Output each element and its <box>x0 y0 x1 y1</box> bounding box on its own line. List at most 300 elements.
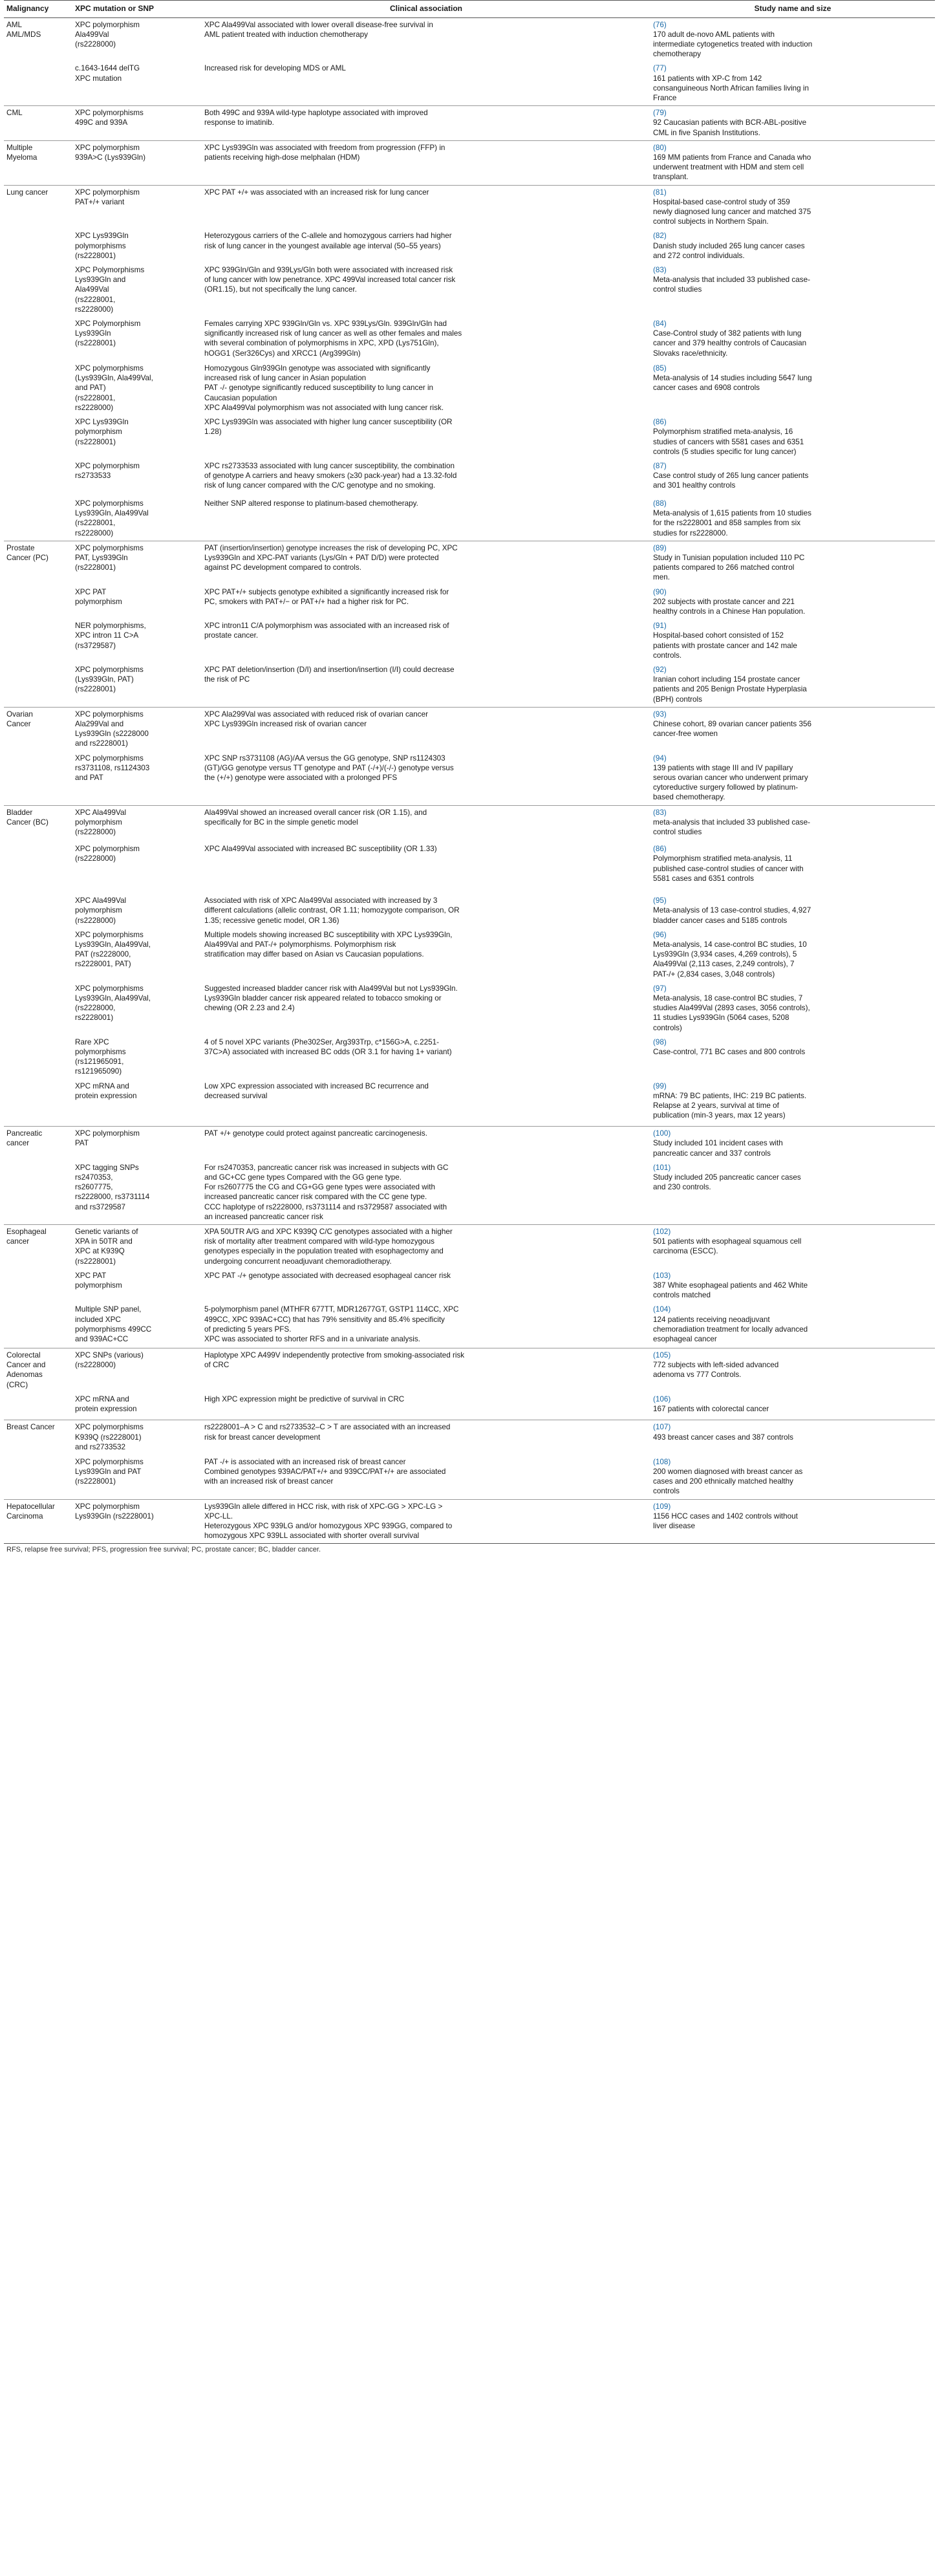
snp-cell <box>72 362 202 415</box>
association-line: rs2228001–A > C and rs2733532–C > T are associated with an increased <box>204 1423 451 1432</box>
reference-link[interactable]: (99) <box>653 1081 667 1090</box>
snp-cell <box>72 585 202 620</box>
snp-line: Lys939Gln (rs2228001) <box>75 1511 154 1521</box>
association-line: prostate cancer. <box>204 631 259 640</box>
association-line: XPA 50UTR A/G and XPC K939Q C/C genotypes associated with a higher <box>204 1228 453 1237</box>
table-row <box>4 982 935 1035</box>
reference-link[interactable]: (81) <box>653 188 667 197</box>
snp-cell <box>72 106 202 141</box>
snp-line: PAT, Lys939Gln <box>75 553 128 562</box>
malignancy-line: CML <box>6 109 23 118</box>
association-line: chewing (OR 2.23 and 2.4) <box>204 1004 295 1013</box>
study-cell <box>650 752 935 806</box>
snp-line: XPC polymorphism <box>75 20 140 29</box>
snp-cell <box>72 982 202 1035</box>
snp-line: XPC polymorphism <box>75 1129 140 1138</box>
study-cell <box>650 1161 935 1225</box>
association-line: with an increased risk of breast cancer <box>204 1477 334 1486</box>
snp-line: (rs2228000) <box>75 828 116 836</box>
association-cell <box>202 928 650 982</box>
study-line: Meta-analysis, 14 case-control BC studies, 10 <box>653 940 807 949</box>
study-cell <box>650 459 935 497</box>
table-row <box>4 1420 935 1455</box>
study-line: 1156 HCC cases and 1402 controls without <box>653 1511 798 1521</box>
association-line: stratification may differ based on Asian vs Caucasian populations. <box>204 950 424 959</box>
study-line: controls (5 studies specific for lung cancer) <box>653 447 797 456</box>
association-line: XPC PAT+/+ subjects genotype exhibited a significantly increased risk for <box>204 587 449 596</box>
table-row <box>4 17 935 61</box>
snp-cell <box>72 1348 202 1392</box>
table-row <box>4 1303 935 1348</box>
snp-line: XPC polymorphisms <box>75 1423 144 1432</box>
study-cell <box>650 61 935 105</box>
snp-line: XPC polymorphisms <box>75 1457 144 1466</box>
study-line: cancer and 379 healthy controls of Caucasian <box>653 339 807 348</box>
reference-link[interactable]: (93) <box>653 709 667 719</box>
study-line: Danish study included 265 lung cancer cases <box>653 241 805 250</box>
malignancy-line: Esophageal <box>6 1228 47 1237</box>
study-line: Meta-analysis, 18 case-control BC studies, 7 <box>653 993 803 1002</box>
snp-cell <box>72 61 202 105</box>
malignancy-cell <box>4 459 72 497</box>
snp-line: rs2228000) <box>75 305 114 314</box>
association-line: Suggested increased bladder cancer risk with Ala499Val but not Lys939Gln. <box>204 984 458 993</box>
association-cell <box>202 663 650 707</box>
association-line: homozygous XPC 939LL associated with shorter overall survival <box>204 1532 420 1541</box>
table-body <box>4 17 935 1543</box>
association-line: XPC rs2733533 associated with lung cancer susceptibility, the combination <box>204 461 455 470</box>
association-line: 37C>A) associated with increased BC odds (OR 3.1 for having 1+ variant) <box>204 1047 452 1056</box>
study-line: Ala499Val (2,113 cases, 2,249 controls), 7 <box>653 960 795 969</box>
reference-link[interactable]: (108) <box>653 1457 671 1466</box>
reference-link[interactable]: (95) <box>653 896 667 905</box>
reference-link[interactable]: (83) <box>653 266 667 275</box>
reference-link[interactable]: (80) <box>653 143 667 152</box>
malignancy-cell <box>4 663 72 707</box>
study-line: Meta-analysis of 14 studies including 5647 lung <box>653 374 812 383</box>
reference-link[interactable]: (104) <box>653 1305 671 1314</box>
study-line: transplant. <box>653 173 689 182</box>
study-line: controls) <box>653 1023 682 1032</box>
reference-link[interactable]: (101) <box>653 1163 671 1172</box>
association-cell <box>202 1455 650 1499</box>
reference-link[interactable]: (77) <box>653 64 667 73</box>
association-cell <box>202 1127 650 1161</box>
reference-link[interactable]: (76) <box>653 20 667 29</box>
reference-link[interactable]: (100) <box>653 1129 671 1138</box>
reference-link[interactable]: (79) <box>653 109 667 118</box>
study-line: and 230 controls. <box>653 1183 711 1192</box>
association-cell <box>202 1269 650 1303</box>
study-line: cancer cases and 6908 controls <box>653 384 760 393</box>
table-row <box>4 842 935 894</box>
malignancy-cell <box>4 1455 72 1499</box>
snp-line: (rs2228001) <box>75 1257 116 1266</box>
association-cell <box>202 982 650 1035</box>
association-line: 499CC, XPC 939AC+CC) that has 79% sensitivity and 85.4% specificity <box>204 1315 445 1324</box>
snp-cell <box>72 317 202 362</box>
snp-line: (rs121965091, <box>75 1057 124 1066</box>
association-line: Females carrying XPC 939Gln/Gln vs. XPC 939Lys/Gln. 939Gln/Gln had <box>204 319 447 329</box>
study-line: 139 patients with stage III and IV papillary <box>653 763 793 772</box>
association-cell <box>202 459 650 497</box>
reference-link[interactable]: (107) <box>653 1423 671 1432</box>
malignancy-cell <box>4 1161 72 1225</box>
snp-cell <box>72 1420 202 1455</box>
malignancy-cell <box>4 61 72 105</box>
study-line: France <box>653 94 677 103</box>
snp-cell <box>72 541 202 585</box>
reference-link[interactable]: (109) <box>653 1502 671 1511</box>
snp-cell <box>72 229 202 263</box>
study-line: chemoradiation treatment for locally advanced <box>653 1325 808 1334</box>
reference-link[interactable]: (84) <box>653 319 667 329</box>
snp-line: XPC polymorphisms <box>75 709 144 719</box>
study-line: Case-control, 771 BC cases and 800 controls <box>653 1047 806 1056</box>
reference-link[interactable]: (98) <box>653 1037 667 1046</box>
study-cell <box>650 362 935 415</box>
malignancy-cell <box>4 541 72 585</box>
study-line: cancer-free women <box>653 730 718 739</box>
snp-line: XPC mutation <box>75 74 122 83</box>
reference-link[interactable]: (86) <box>653 418 667 427</box>
footnote: RFS, relapse free survival; PFS, progression free survival; PC, prostate cancer; BC, bladder cancer. <box>6 1546 321 1554</box>
association-line: XPC PAT deletion/insertion (D/I) and insertion/insertion (I/I) could decrease <box>204 665 455 674</box>
snp-line: and rs3729587 <box>75 1202 125 1211</box>
study-line: 387 White esophageal patients and 462 White <box>653 1281 808 1290</box>
association-cell <box>202 1303 650 1348</box>
association-line: of lung cancer with low penetrance. XPC 499Val increased total cancer risk <box>204 276 456 285</box>
snp-line: XPC polymorphism <box>75 845 140 854</box>
association-line: XPC Lys939Gln increased risk of ovarian cancer <box>204 719 367 728</box>
snp-line: rs2607775, <box>75 1183 113 1192</box>
malignancy-line: (CRC) <box>6 1380 28 1389</box>
study-line: patients and 205 Benign Prostate Hyperplasia <box>653 685 807 694</box>
study-line: patients compared to 266 matched control <box>653 563 795 572</box>
table-row <box>4 229 935 263</box>
snp-line: rs2228001, PAT) <box>75 960 131 969</box>
table-row <box>4 752 935 806</box>
association-cell <box>202 362 650 415</box>
snp-line: and 939AC+CC <box>75 1335 129 1344</box>
table-row <box>4 497 935 541</box>
table-row <box>4 1035 935 1079</box>
study-cell <box>650 263 935 317</box>
association-line: of predicting 5 years PFS. <box>204 1325 292 1334</box>
reference-link[interactable]: (87) <box>653 461 667 470</box>
study-cell <box>650 1269 935 1303</box>
reference-link[interactable]: (86) <box>653 845 667 854</box>
association-line: PC, smokers with PAT+/− or PAT+/+ had a higher risk for PC. <box>204 597 409 606</box>
association-line: Haplotype XPC A499V independently protective from smoking-associated risk <box>204 1350 465 1359</box>
snp-line: Ala499Val <box>75 285 109 294</box>
study-line: healthy controls in a Chinese Han population. <box>653 607 806 616</box>
association-line: increased pancreatic cancer risk compared with the CC gene type. <box>204 1193 427 1202</box>
table-row <box>4 106 935 141</box>
study-cell <box>650 805 935 842</box>
snp-cell <box>72 619 202 663</box>
association-cell <box>202 619 650 663</box>
snp-line: Lys939Gln, Ala499Val, <box>75 940 151 949</box>
reference-link[interactable]: (85) <box>653 364 667 373</box>
study-line: Slovaks race/ethnicity. <box>653 349 728 358</box>
reference-link[interactable]: (83) <box>653 808 667 817</box>
reference-link[interactable]: (91) <box>653 622 667 631</box>
snp-line: Multiple SNP panel, <box>75 1305 142 1314</box>
snp-cell <box>72 707 202 751</box>
malignancy-line: Prostate <box>6 543 35 552</box>
snp-line: Lys939Gln, Ala499Val <box>75 509 149 518</box>
table-row <box>4 1269 935 1303</box>
study-cell <box>650 1303 935 1348</box>
malignancy-line: Cancer and <box>6 1361 46 1370</box>
association-line: XPC-LL. <box>204 1511 233 1521</box>
snp-line: (rs2228001) <box>75 1477 116 1486</box>
study-line: published case-control studies of cancer with <box>653 864 804 873</box>
malignancy-cell <box>4 1303 72 1348</box>
study-line: (BPH) controls <box>653 695 702 704</box>
association-cell <box>202 805 650 842</box>
association-cell <box>202 1348 650 1392</box>
snp-line: (rs3729587) <box>75 641 116 650</box>
malignancy-cell <box>4 752 72 806</box>
study-line: Lys939Gln (3,934 cases, 4,269 controls), 5 <box>653 950 797 959</box>
study-cell <box>650 1348 935 1392</box>
reference-link[interactable]: (97) <box>653 984 667 993</box>
association-line: XPC was associated to shorter RFS and in a univariate analysis. <box>204 1335 420 1344</box>
association-line: XPC Lys939Gln was associated with higher lung cancer susceptibility (OR <box>204 418 453 427</box>
snp-line: XPC polymorphisms <box>75 364 144 373</box>
snp-line: XPC SNPs (various) <box>75 1350 144 1359</box>
table-row <box>4 1225 935 1269</box>
association-line: XPC Lys939Gln was associated with freedom from progression (FFP) in <box>204 143 445 152</box>
snp-line: PAT <box>75 1139 89 1148</box>
malignancy-line: Pancreatic <box>6 1129 43 1138</box>
snp-line: 939A>C (Lys939Gln) <box>75 153 146 162</box>
study-cell <box>650 541 935 585</box>
association-line: 5-polymorphism panel (MTHFR 677TT, MDR12677GT, GSTP1 114CC, XPC <box>204 1305 459 1314</box>
association-cell <box>202 541 650 585</box>
study-line: meta-analysis that included 33 published case- <box>653 817 810 827</box>
snp-cell <box>72 842 202 894</box>
study-line: studies of cancers with 5581 cases and 6351 <box>653 437 804 446</box>
snp-line: XPA in 50TR and <box>75 1237 133 1246</box>
snp-line: (Lys939Gln, Ala499Val, <box>75 374 153 383</box>
snp-line: Rare XPC <box>75 1037 109 1046</box>
association-line: Caucasian population <box>204 393 277 402</box>
table-row <box>4 619 935 663</box>
study-cell <box>650 415 935 459</box>
association-line: Associated with risk of XPC Ala499Val associated with increased by 3 <box>204 896 438 905</box>
malignancy-line: Bladder <box>6 808 33 817</box>
snp-line: and rs2733532 <box>75 1442 125 1451</box>
study-cell <box>650 1079 935 1127</box>
snp-line: XPC PAT <box>75 1271 107 1280</box>
study-line: PAT-/+ (2,834 cases, 3,048 controls) <box>653 969 775 979</box>
study-line: 200 women diagnosed with breast cancer as <box>653 1467 803 1476</box>
study-cell <box>650 17 935 61</box>
study-line: 169 MM patients from France and Canada who <box>653 153 811 162</box>
association-cell <box>202 585 650 620</box>
association-line: XPC PAT +/+ was associated with an increased risk for lung cancer <box>204 188 429 197</box>
header-clinical-association: Clinical association <box>202 1 650 18</box>
reference-link[interactable]: (96) <box>653 930 667 939</box>
study-line: cases and 200 ethnically matched healthy <box>653 1477 794 1486</box>
study-cell <box>650 1420 935 1455</box>
snp-cell <box>72 928 202 982</box>
study-line: Relapse at 2 years, survival at time of <box>653 1101 779 1110</box>
reference-link[interactable]: (90) <box>653 587 667 596</box>
association-cell <box>202 140 650 185</box>
snp-line: (rs2228000, <box>75 1004 116 1013</box>
snp-line: polymorphisms <box>75 1047 126 1056</box>
association-cell <box>202 842 650 894</box>
snp-line: (rs2228001) <box>75 339 116 348</box>
malignancy-cell <box>4 1035 72 1079</box>
study-line: Meta-analysis that included 33 published case- <box>653 276 810 285</box>
snp-line: XPC polymorphisms <box>75 109 144 118</box>
malignancy-cell <box>4 106 72 141</box>
snp-line: XPC polymorphisms <box>75 984 144 993</box>
study-line: 170 adult de-novo AML patients with <box>653 30 775 39</box>
reference-link[interactable]: (103) <box>653 1271 671 1280</box>
snp-line: XPC polymorphism <box>75 1502 140 1511</box>
reference-link[interactable]: (102) <box>653 1228 671 1237</box>
study-line: Study included 101 incident cases with <box>653 1139 783 1148</box>
association-line: Neither SNP altered response to platinum-based chemotherapy. <box>204 499 418 508</box>
snp-line: Lys939Gln <box>75 329 111 338</box>
snp-line: rs121965090) <box>75 1067 122 1076</box>
snp-line: K939Q (rs2228001) <box>75 1433 142 1442</box>
malignancy-cell <box>4 1499 72 1543</box>
snp-cell <box>72 1079 202 1127</box>
table-row <box>4 1161 935 1225</box>
study-line: 124 patients receiving neoadjuvant <box>653 1315 770 1324</box>
table-row <box>4 459 935 497</box>
association-line: Increased risk for developing MDS or AML <box>204 64 346 73</box>
malignancy-cell <box>4 619 72 663</box>
snp-line: XPC Lys939Gln <box>75 232 129 241</box>
snp-line: PAT (rs2228000, <box>75 950 131 959</box>
reference-link[interactable]: (82) <box>653 232 667 241</box>
study-cell <box>650 1455 935 1499</box>
table-row <box>4 140 935 185</box>
association-line: increased risk of lung cancer in Asian population <box>204 374 367 383</box>
association-line: For rs2607775 the CG and CG+GG gene types were associated with <box>204 1183 435 1192</box>
study-cell <box>650 106 935 141</box>
study-line: mRNA: 79 BC patients, IHC: 219 BC patients. <box>653 1091 807 1100</box>
study-cell <box>650 585 935 620</box>
study-line: Hospital-based cohort consisted of 152 <box>653 631 784 640</box>
table-row <box>4 894 935 928</box>
association-cell <box>202 106 650 141</box>
association-line: decreased survival <box>204 1091 268 1100</box>
association-cell <box>202 707 650 751</box>
study-line: Iranian cohort including 154 prostate cancer <box>653 675 800 684</box>
reference-link[interactable]: (88) <box>653 499 667 508</box>
study-cell <box>650 663 935 707</box>
table-row <box>4 185 935 229</box>
reference-link[interactable]: (106) <box>653 1394 671 1403</box>
reference-link[interactable]: (105) <box>653 1350 671 1359</box>
association-line: High XPC expression might be predictive of survival in CRC <box>204 1394 405 1403</box>
malignancy-cell <box>4 805 72 842</box>
snp-line: XPC polymorphisms <box>75 753 144 763</box>
snp-line: rs2228000) <box>75 528 114 537</box>
snp-cell <box>72 1269 202 1303</box>
malignancy-cell <box>4 17 72 61</box>
malignancy-cell <box>4 140 72 185</box>
table-row <box>4 707 935 751</box>
association-line: Multiple models showing increased BC susceptibility with XPC Lys939Gln, <box>204 930 453 939</box>
association-cell <box>202 263 650 317</box>
study-line: control studies <box>653 828 702 836</box>
study-line: control subjects in Northern Spain. <box>653 217 769 226</box>
study-cell <box>650 185 935 229</box>
malignancy-cell <box>4 185 72 229</box>
snp-line: NER polymorphisms, <box>75 622 146 631</box>
study-cell <box>650 619 935 663</box>
association-cell <box>202 497 650 541</box>
reference-link[interactable]: (92) <box>653 665 667 674</box>
reference-link[interactable]: (89) <box>653 543 667 552</box>
snp-cell <box>72 459 202 497</box>
snp-line: (rs2228001, <box>75 295 116 304</box>
association-line: For rs2470353, pancreatic cancer risk was increased in subjects with GC <box>204 1163 449 1172</box>
study-line: esophageal cancer <box>653 1335 717 1344</box>
study-cell <box>650 317 935 362</box>
study-line: and 272 control individuals. <box>653 251 745 260</box>
association-line: risk of lung cancer in the youngest available age interval (50–55 years) <box>204 241 441 250</box>
association-line: Lys939Gln allele differed in HCC risk, with risk of XPC-GG > XPC-LG > <box>204 1502 443 1511</box>
snp-cell <box>72 140 202 185</box>
study-line: control studies <box>653 285 702 294</box>
snp-line: XPC intron 11 C>A <box>75 631 139 640</box>
table-row <box>4 1348 935 1392</box>
malignancy-cell <box>4 1269 72 1303</box>
association-line: PAT -/- genotype significantly reduced susceptibility to lung cancer in <box>204 384 434 393</box>
association-cell <box>202 1161 650 1225</box>
snp-line: XPC polymorphism <box>75 188 140 197</box>
snp-line: (rs2228001) <box>75 563 116 572</box>
association-cell <box>202 1499 650 1543</box>
study-line: studies for rs2228000. <box>653 528 728 537</box>
reference-link[interactable]: (94) <box>653 753 667 763</box>
snp-line: polymorphism <box>75 817 122 827</box>
snp-cell <box>72 1225 202 1269</box>
snp-cell <box>72 17 202 61</box>
snp-line: rs2228001) <box>75 1013 114 1023</box>
association-line: Ala499Val showed an increased overall cancer risk (OR 1.15), and <box>204 808 427 817</box>
association-line: different calculations (allelic contrast, OR 1.11; homozygote comparison, OR <box>204 906 460 915</box>
association-line: Heterozygous XPC 939LG and/or homozygous XPC 939GG, compared to <box>204 1522 453 1531</box>
study-line: for the rs2228001 and 858 samples from six <box>653 519 801 528</box>
snp-cell <box>72 1161 202 1225</box>
study-cell <box>650 982 935 1035</box>
association-line: XPC Ala499Val associated with lower overall disease-free survival in <box>204 20 433 29</box>
malignancy-line: Myeloma <box>6 153 38 162</box>
association-cell <box>202 415 650 459</box>
snp-line: XPC mRNA and <box>75 1394 129 1403</box>
malignancy-line: Colorectal <box>6 1350 41 1359</box>
study-line: 161 patients with XP-C from 142 <box>653 74 762 83</box>
snp-cell <box>72 1303 202 1348</box>
study-line: consanguineous North African families living in <box>653 83 810 92</box>
snp-line: Lys939Gln and PAT <box>75 1467 142 1476</box>
snp-line: XPC Ala499Val <box>75 896 127 905</box>
study-cell <box>650 707 935 751</box>
association-line: risk for breast cancer development <box>204 1433 321 1442</box>
